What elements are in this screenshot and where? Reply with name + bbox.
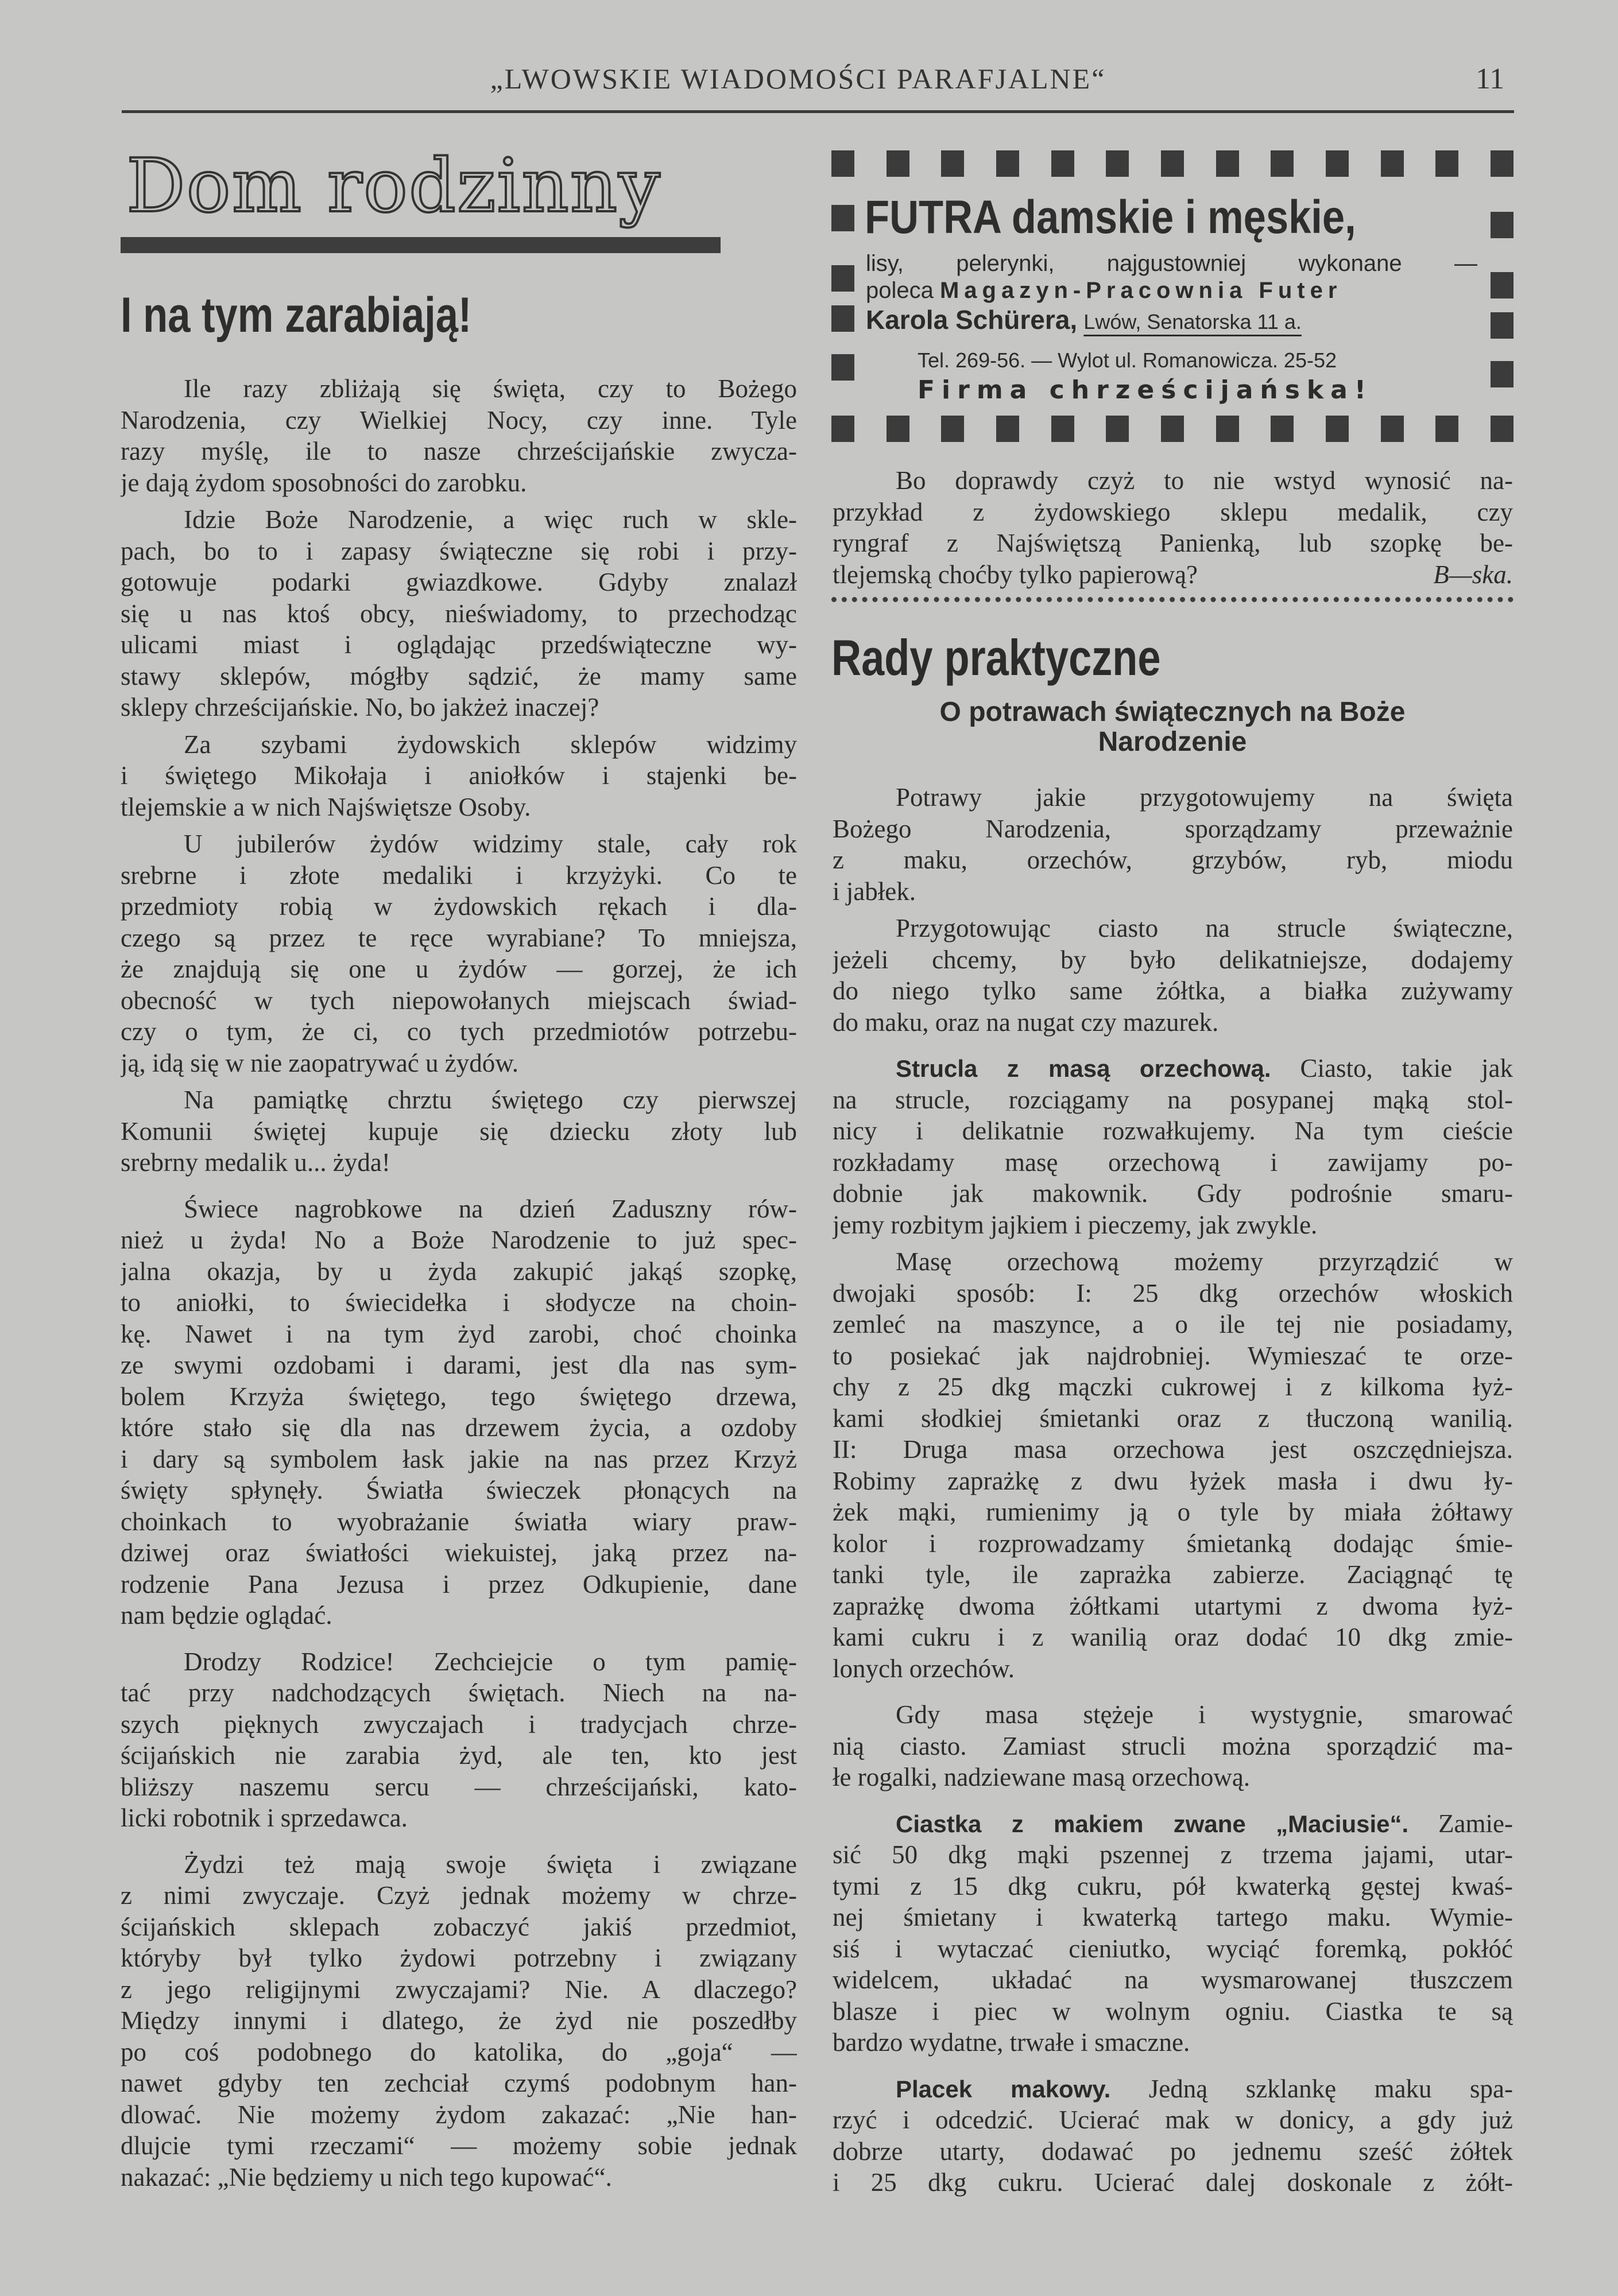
ad-border-square	[831, 150, 854, 177]
paragraph	[121, 1646, 797, 1834]
ad-border-square	[1435, 150, 1458, 177]
ad-border-square	[996, 150, 1019, 177]
text-line: zemleć na maszynce, a o ile tej nie posiadamy,	[833, 1310, 1513, 1339]
ad-border-square	[941, 150, 964, 177]
paragraph	[121, 729, 797, 823]
text-line: nawet gdyby ten zechciał czymś podobnym han-	[121, 2069, 797, 2097]
text-line: kę. Nawet i na tym żyd zarobi, choć choinka	[121, 1319, 797, 1348]
paragraph	[833, 1699, 1513, 1793]
article-continuation	[833, 459, 1513, 590]
ad-border-square	[831, 416, 854, 442]
text-line: czego są przez te ręce wyrabiane? To mniejsza,	[121, 923, 797, 952]
tips-subtitle-line: Narodzenie	[1098, 727, 1247, 757]
text-line: Komunii świętej kupuje się dziecku złoty lub	[121, 1116, 797, 1146]
text-line: nam będzie oglądać.	[121, 1601, 332, 1630]
text-line: ulicami miast i oglądając przedświąteczne wy-	[121, 630, 797, 659]
text-line: rodzenie Pana Jezusa i przez Odkupienie, dane	[121, 1569, 797, 1599]
text-line: jemy rozbitym jajkiem i pieczemy, jak zwykle.	[833, 1210, 1318, 1239]
text-line: bolem Krzyża świętego, tego świętego drzewa,	[121, 1382, 797, 1411]
text-line: rzyć i odcedzić. Ucierać mak w donicy, a gdy już	[833, 2105, 1513, 2134]
text-line	[833, 1808, 1513, 1840]
text-line: to aniołki, to świecidełka i słodycze na choin-	[121, 1288, 797, 1317]
ad-slogan: Firma chrześcijańska!	[918, 375, 1373, 405]
text-line: na strucle, rozciągamy na posypanej mąką stol-	[833, 1085, 1513, 1114]
paragraph	[121, 504, 797, 723]
text-line: razy myślę, ile to nasze chrześcijańskie zwycza-	[121, 437, 797, 466]
ad-border-square	[1491, 150, 1514, 177]
byline: B—ska.	[1433, 560, 1513, 589]
text-line: nież u żyda! No a Boże Narodzenie to już spec-	[121, 1225, 797, 1254]
running-header: „LWOWSKIE WIADOMOŚCI PARAFJALNE“	[490, 63, 1106, 95]
text-line: kami cukru i z wanilią oraz dodać 10 dkg zmie-	[833, 1623, 1513, 1651]
text-line: dlujcie tymi rzeczami“ — możemy sobie jednak	[121, 2131, 797, 2160]
text-line: i dary są symbolem łask jakie na nas przez Krzyż	[121, 1444, 797, 1473]
text-line: tanki tyle, ile zaprażka zabierze. Zaciągnąć tę	[833, 1560, 1513, 1589]
text-line: że znajdują się one u żydów — gorzej, że ich	[121, 955, 797, 983]
text-line: Robimy zaprażkę z dwu łyżek masła i dwu ły-	[833, 1466, 1513, 1495]
text-line: kami słodkiej śmietanki oraz z tłuczoną wanilią.	[833, 1403, 1513, 1433]
section-title: Dom rodzinny	[126, 144, 661, 229]
text-line: z nimi zwyczaje. Czyż jednak możemy w chrze-	[121, 1881, 797, 1910]
text-line: II: Druga masa orzechowa jest oszczędniejsza.	[833, 1435, 1513, 1464]
paragraph	[121, 1084, 797, 1178]
text-line: do maku, oraz na nugat czy mazurek.	[833, 1007, 1219, 1037]
tips-subtitle	[831, 697, 1514, 757]
text-line: szych pięknych zwyczajach i tradycjach chrze-	[121, 1709, 797, 1739]
ad-headline-bold: FUTRA	[865, 191, 1001, 243]
text-line: jeżeli chcemy, by było delikatniejsze, dodajemy	[833, 945, 1513, 974]
text-line: nią ciasto. Zamiast strucli można sporządzić ma-	[833, 1731, 1513, 1760]
text-line: Przygotowując ciasto na strucle świąteczne,	[896, 914, 1513, 943]
text-line: nicy i delikatnie rozwałkujemy. Na tym cieście	[833, 1116, 1513, 1145]
text-line: to posiekać jak najdrobniej. Wymieszać te orze-	[833, 1341, 1513, 1370]
text-line: tać przy nadchodzących świętach. Niech na na-	[121, 1678, 797, 1707]
header-rule	[122, 110, 1514, 113]
text-line: po coś podobnego do katolika, do „goja“ —	[121, 2037, 797, 2066]
text-line: Między innymi i dlatego, że żyd nie poszedłby	[121, 2006, 797, 2035]
paragraph	[833, 465, 1513, 590]
text-line: pach, bo to i zapasy świąteczne się robi i przy-	[121, 536, 797, 565]
text-line: dziwej oraz światłości wiekuistej, jaką przez na-	[121, 1538, 797, 1567]
text-line: ścijańskich nie zarabia żyd, ale ten, kto jest	[121, 1741, 797, 1770]
text-line: lonych orzechów.	[833, 1654, 1015, 1683]
text-line: Idzie Boże Narodzenie, a więc ruch w skle-	[184, 505, 797, 534]
paragraph	[833, 1246, 1513, 1684]
text-line: U jubilerów żydów widzimy stale, cały rok	[184, 829, 797, 858]
text-line: choinkach to wyobrażanie światła wiary praw-	[121, 1507, 797, 1536]
ad-border-square	[1161, 150, 1184, 177]
ad-shop-name: Magazyn-Pracownia Futer	[939, 278, 1342, 303]
text-line-content: tlejemską choćby tylko papierową?	[833, 560, 1198, 589]
ad-border-square	[1051, 416, 1074, 442]
ad-border-square	[831, 205, 854, 231]
text-line: tlejemskie a w nich Najświętsze Osoby.	[121, 792, 531, 821]
ad-border-square	[1051, 150, 1074, 177]
text-line: przykład z żydowskiego sklepu medalik, czy	[833, 497, 1513, 526]
text-line: kolor i rozprowadzamy śmietanką dodając śmie-	[833, 1529, 1513, 1558]
text-line: Narodzenia, czy Wielkiej Nocy, czy inne. Tyle	[121, 405, 797, 435]
text-line: i 25 dkg cukru. Ucierać dalej doskonale z żółt-	[833, 2168, 1513, 2197]
text-line: któryby był tylko żydowi potrzebny i związany	[121, 1944, 797, 1972]
paragraph	[121, 828, 797, 1079]
text-line: Ile razy zbliżają się święta, czy to Bożego	[184, 374, 797, 403]
text-line: ryngraf z Najświętszą Panienką, lub szopkę be-	[833, 529, 1513, 557]
text-line-content: Ciasto, takie jak	[1271, 1054, 1513, 1083]
text-line: bardzo wydatne, trwałe i smaczne.	[833, 2028, 1190, 2057]
ad-border-square	[996, 416, 1019, 442]
paragraph	[833, 2073, 1513, 2198]
recipe-name: Placek makowy.	[896, 2075, 1111, 2103]
text-line: Bo doprawdy czyż to nie wstyd wynosić na-	[896, 466, 1513, 495]
text-line: które stało się dla nas drzewem życia, a ozdoby	[121, 1413, 797, 1442]
text-line: zaprażkę dwoma żółtkami utartymi z dwoma łyż-	[833, 1591, 1513, 1620]
ad-poleca: poleca	[866, 278, 940, 303]
text-line: żek mąki, rumienimy ją o tyle by miała żółtawy	[833, 1498, 1513, 1526]
text-line-content: Zamie-	[1408, 1809, 1513, 1838]
ad-border-square	[1106, 416, 1129, 442]
ad-border-square	[1491, 272, 1514, 298]
ad-border-square	[1271, 150, 1294, 177]
ad-border-square	[1326, 150, 1349, 177]
ad-border-square	[1216, 150, 1239, 177]
text-line: siś i wytaczać cieniutko, wyciąć foremką, pokłóć	[833, 1934, 1513, 1963]
text-line: srebrne i złote medaliki i krzyżyki. Co te	[121, 860, 797, 890]
ad-border-square	[1161, 416, 1184, 442]
ad-border-square	[887, 150, 909, 177]
text-line: bliższy naszemu sercu — chrześcijański, kato-	[121, 1772, 797, 1801]
ad-line-2	[866, 278, 1477, 304]
text-line: i świętego Mikołaja i aniołków i stajenki be-	[121, 761, 797, 790]
paragraph	[121, 1193, 797, 1631]
page-number: 11	[1476, 63, 1505, 95]
paragraph	[833, 782, 1513, 907]
paragraph	[833, 1808, 1513, 2058]
text-line: przedmioty robią w żydowskich rękach i dla-	[121, 892, 797, 921]
ad-telephone: Tel. 269-56. — Wylot ul. Romanowicza. 25-52	[918, 348, 1337, 372]
text-line: do niego tylko same żółtka, a białka zużywamy	[833, 976, 1513, 1005]
text-line: Masę orzechową możemy przyrządzić w	[896, 1247, 1513, 1276]
ad-address: Lwów, Senatorska 11 a.	[1083, 310, 1302, 333]
recipe-name: Ciastka z makiem zwane „Maciusie“.	[896, 1810, 1409, 1837]
tips-title: Rady praktyczne	[831, 629, 1161, 686]
paragraph	[121, 1849, 797, 2193]
ad-border-square	[1491, 312, 1514, 339]
ad-border-square	[831, 265, 854, 292]
text-line: czy o tym, że ci, co tych przedmiotów potrzebu-	[121, 1017, 797, 1046]
text-line: Drodzy Rodzice! Zechciejcie o tym pamię-	[184, 1647, 797, 1676]
ad-line-1: lisy, pelerynki, najgustowniej wykonane —	[866, 251, 1477, 276]
ad-border-square	[831, 354, 854, 381]
ad-border-square	[1491, 416, 1514, 442]
ad-line-3	[866, 304, 1477, 335]
text-line: srebrny medalik u... żyda!	[121, 1148, 390, 1177]
text-line: ze swymi ozdobami i darami, jest dla nas sym-	[121, 1351, 797, 1379]
text-line: nej śmietany i kwaterką tartego maku. Wymie-	[833, 1903, 1513, 1932]
text-line: dobrze utarty, dodawać po jednemu sześć żółtek	[833, 2136, 1513, 2166]
text-line: Za szybami żydowskich sklepów widzimy	[184, 730, 797, 759]
ad-border-square	[887, 416, 909, 442]
paragraph	[833, 1053, 1513, 1240]
text-line: blasze i piec w wolnym ogniu. Ciastka te są	[833, 1996, 1513, 2026]
paragraph	[833, 913, 1513, 1038]
text-line: Żydzi też mają swoje święta i związane	[184, 1849, 797, 1879]
text-line: Gdy masa stężeje i wystygnie, smarować	[896, 1700, 1513, 1729]
text-line	[833, 559, 1513, 591]
text-line: ścijańskich sklepach zobaczyć jakiś przedmiot,	[121, 1912, 797, 1941]
ad-border-square	[1106, 150, 1129, 177]
ad-border-square	[941, 416, 964, 442]
text-line: i jabłek.	[833, 876, 916, 906]
text-line: Bożego Narodzenia, sporządzamy przeważnie	[833, 814, 1513, 843]
ad-border-square	[1326, 416, 1349, 442]
text-line-content: Jedną szklankę maku spa-	[1110, 2074, 1513, 2103]
text-line: je dają żydom sposobności do zarobku.	[121, 468, 527, 497]
text-line: stawy sklepów, mógłby sądzić, że mamy same	[121, 661, 797, 691]
title-bar-divider	[121, 237, 721, 253]
text-line: dwojaki sposób: I: 25 dkg orzechów włoskich	[833, 1278, 1513, 1308]
tips-subtitle-line: O potrawach świątecznych na Boże	[939, 697, 1406, 727]
paragraph	[121, 373, 797, 498]
text-line: Świece nagrobkowe na dzień Zaduszny rów-	[184, 1194, 797, 1223]
ad-border-square	[1216, 416, 1239, 442]
ad-border-square	[1491, 212, 1514, 238]
ad-border-square	[1491, 361, 1514, 387]
recipe-name: Strucla z masą orzechową.	[896, 1055, 1271, 1082]
text-line: Potrawy jakie przygotowujemy na święta	[896, 783, 1513, 812]
tips-body	[833, 776, 1513, 2198]
text-line: rozkładamy masę orzechową i zawijamy po-	[833, 1147, 1513, 1177]
text-line: sić 50 dkg mąki pszennej z trzema jajami, utar-	[833, 1840, 1513, 1869]
ad-border-square	[1381, 150, 1404, 177]
text-line: święty spłynęły. Światła świeczek płonących na	[121, 1476, 797, 1504]
text-line: z maku, orzechów, grzybów, ryb, miodu	[833, 846, 1513, 874]
text-line	[833, 1053, 1513, 1084]
article-title: I na tym zarabiają!	[121, 288, 472, 343]
ad-border-square	[831, 305, 854, 332]
text-line: tymi z 15 dkg cukru, pół kwaterką gęstej kwaś-	[833, 1871, 1513, 1901]
text-line: nakazać: „Nie będziemy u nich tego kupować“.	[121, 2162, 612, 2192]
text-line: gotowuje podarki gwiazdkowe. Gdyby znalazł	[121, 568, 797, 596]
text-line: obecność w tych niepowołanych miejscach świad-	[121, 986, 797, 1015]
ad-owner-name: Karola Schürera,	[866, 305, 1078, 335]
text-line: sklepy chrześcijańskie. No, bo jakżeż inaczej?	[121, 693, 599, 722]
ad-headline	[865, 191, 1356, 245]
text-line: widelcem, układać na wysmarowanej tłuszczem	[833, 1965, 1513, 1994]
text-line: chy z 25 dkg mączki cukrowej i z kilkoma łyż-	[833, 1372, 1513, 1401]
text-line: dobnie jak makownik. Gdy podrośnie smaru-	[833, 1179, 1513, 1208]
ad-border-square	[1381, 416, 1404, 442]
article-body	[121, 367, 797, 2193]
fur-advertisement	[831, 150, 1514, 443]
text-line: dlować. Nie możemy żydom zakazać: „Nie han-	[121, 2100, 797, 2129]
ad-headline-rest: damskie i męskie,	[1000, 191, 1356, 243]
text-line: licki robotnik i sprzedawca.	[121, 1804, 408, 1832]
text-line: łe rogalki, nadziewane masą orzechową.	[833, 1763, 1251, 1791]
text-line: się u nas ktoś obcy, nieświadomy, to przechodząc	[121, 599, 797, 628]
text-line: jalna okazja, by u żyda zakupić jakąś szopkę,	[121, 1256, 797, 1286]
text-line: ją, idą się w nie zaopatrywać u żydów.	[121, 1048, 519, 1077]
ad-border-square	[1435, 416, 1458, 442]
text-line: Na pamiątkę chrztu świętego czy pierwszej	[184, 1085, 797, 1114]
decorative-divider	[831, 597, 1514, 602]
ad-border-square	[1271, 416, 1294, 442]
text-line: z jego religijnymi zwyczajami? Nie. A dlaczego?	[121, 1975, 797, 2004]
text-line	[833, 2073, 1513, 2105]
